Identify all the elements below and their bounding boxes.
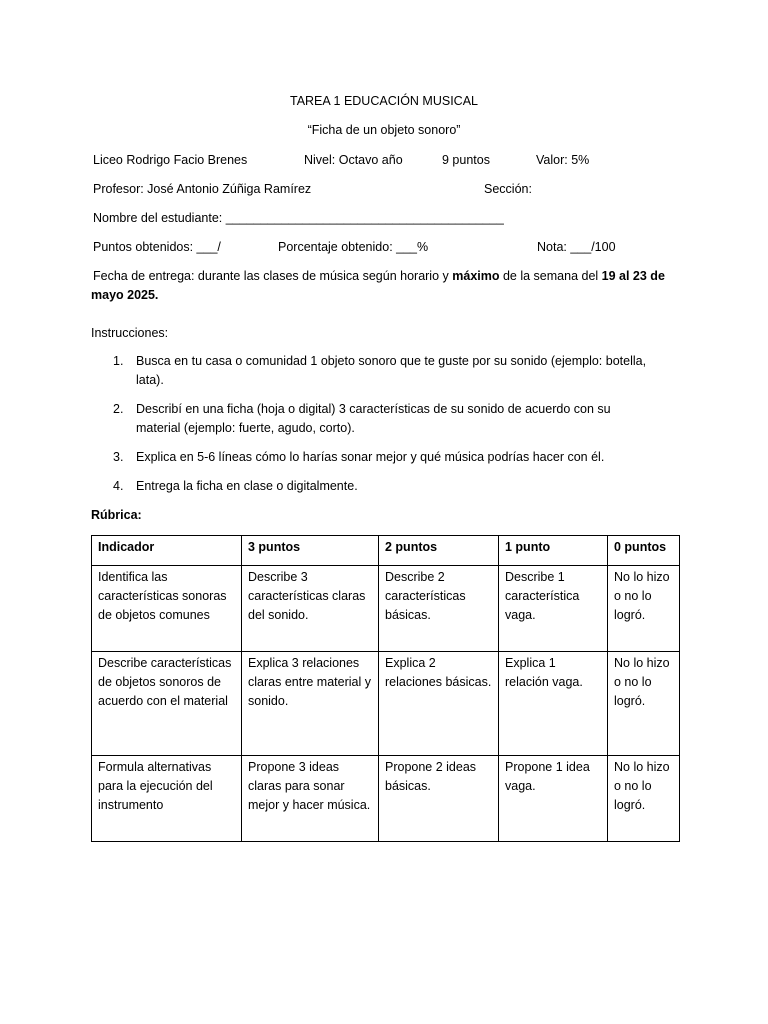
percent-obtained-label: Porcentaje obtenido: ___% bbox=[278, 240, 429, 254]
table-cell: Identifica las características sonoras de objetos comunes bbox=[92, 566, 242, 652]
list-item bbox=[91, 448, 651, 467]
due-text-1: Fecha de entrega: durante las clases de música según horario y bbox=[93, 269, 453, 283]
value-label: Valor: 5% bbox=[536, 153, 590, 167]
table-cell: Propone 2 ideas básicas. bbox=[379, 756, 499, 842]
due-bold-2: 19 al 23 de mayo 2025. bbox=[91, 269, 665, 302]
student-name-line: Nombre del estudiante: ________________________________________ bbox=[93, 211, 504, 225]
list-item bbox=[91, 400, 651, 438]
points-label: 9 puntos bbox=[442, 153, 490, 167]
list-number: 2. bbox=[113, 402, 124, 416]
table-cell: Explica 3 relaciones claras entre material y sonido. bbox=[242, 652, 379, 756]
list-item bbox=[91, 352, 651, 390]
table-header-row bbox=[92, 536, 680, 566]
document-subtitle: “Ficha de un objeto sonoro” bbox=[307, 123, 461, 137]
list-number: 3. bbox=[113, 450, 124, 464]
list-number: 4. bbox=[113, 479, 124, 493]
table-cell: No lo hizo o no lo logró. bbox=[608, 756, 680, 842]
rubric-heading: Rúbrica: bbox=[91, 508, 142, 522]
due-bold-1: máximo bbox=[452, 269, 500, 283]
table-cell: Describe características de objetos sonoros de acuerdo con el material bbox=[92, 652, 242, 756]
table-cell: Explica 2 relaciones básicas. bbox=[379, 652, 499, 756]
level-label: Nivel: Octavo año bbox=[304, 153, 403, 167]
section-label: Sección: bbox=[484, 182, 532, 196]
column-header: 2 puntos bbox=[379, 536, 499, 566]
column-header: Indicador bbox=[92, 536, 242, 566]
table-cell: Explica 1 relación vaga. bbox=[499, 652, 608, 756]
table-cell: Describe 1 característica vaga. bbox=[499, 566, 608, 652]
table-cell: No lo hizo o no lo logró. bbox=[608, 566, 680, 652]
column-header: 3 puntos bbox=[242, 536, 379, 566]
table-row bbox=[92, 566, 680, 652]
due-date-paragraph bbox=[91, 267, 686, 305]
instructions-heading: Instrucciones: bbox=[91, 326, 169, 340]
document-title: TAREA 1 EDUCACIÓN MUSICAL bbox=[289, 94, 478, 108]
table-cell: Propone 1 idea vaga. bbox=[499, 756, 608, 842]
teacher-label: Profesor: José Antonio Zúñiga Ramírez bbox=[93, 182, 312, 196]
school-name: Liceo Rodrigo Facio Brenes bbox=[93, 153, 248, 167]
list-item-text: Explica en 5-6 líneas cómo lo harías sonar mejor y qué música podrías hacer con él. bbox=[136, 450, 605, 464]
instructions-list bbox=[91, 352, 651, 506]
list-number: 1. bbox=[113, 354, 124, 368]
table-cell: No lo hizo o no lo logró. bbox=[608, 652, 680, 756]
list-item-text: Entrega la ficha en clase o digitalmente. bbox=[136, 479, 358, 493]
table-cell: Describe 3 características claras del sonido. bbox=[242, 566, 379, 652]
list-item-text: Describí en una ficha (hoja o digital) 3 características de su sonido de acuerdo con su material (ejemplo: fuerte, agudo, corto). bbox=[136, 402, 611, 435]
table-row bbox=[92, 652, 680, 756]
list-item bbox=[91, 477, 651, 496]
column-header: 0 puntos bbox=[608, 536, 680, 566]
table-cell: Propone 3 ideas claras para sonar mejor y hacer música. bbox=[242, 756, 379, 842]
points-obtained-label: Puntos obtenidos: ___/ bbox=[93, 240, 221, 254]
column-header: 1 punto bbox=[499, 536, 608, 566]
due-text-2: de la semana del bbox=[499, 269, 602, 283]
grade-label: Nota: ___/100 bbox=[537, 240, 616, 254]
table-row bbox=[92, 756, 680, 842]
table-cell: Formula alternativas para la ejecución del instrumento bbox=[92, 756, 242, 842]
rubric-table bbox=[91, 535, 680, 842]
table-cell: Describe 2 características básicas. bbox=[379, 566, 499, 652]
list-item-text: Busca en tu casa o comunidad 1 objeto sonoro que te guste por su sonido (ejemplo: botella, lata). bbox=[136, 354, 647, 387]
